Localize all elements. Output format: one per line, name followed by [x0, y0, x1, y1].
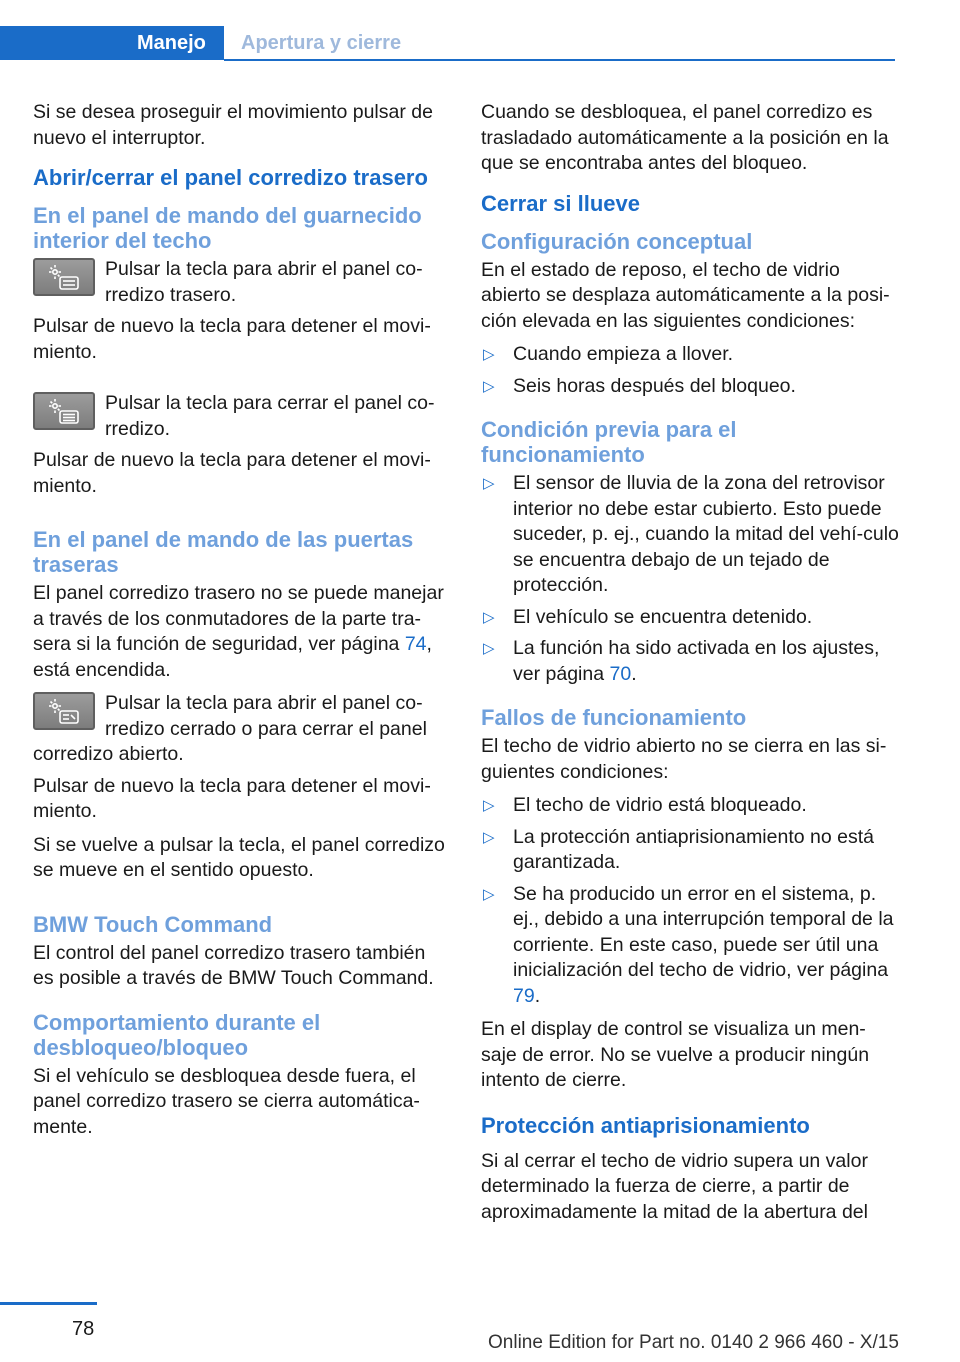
list-item: ▷ El techo de vidrio está bloqueado. [481, 793, 899, 819]
list-item: ▷ La función ha sido activada en los ajustes, ver página 70. [483, 637, 880, 685]
section-heading-rain: Cerrar si llueve [481, 190, 640, 216]
subheading-concept: Configuración conceptual [481, 228, 753, 254]
button-description-open [33, 257, 451, 308]
button-description-text: Pulsar la tecla para abrir el panel co‐rredizo trasero. [105, 258, 423, 306]
bullet-icon: ▷ [483, 608, 495, 626]
list-item: ▷ La protección antiaprisionamiento no está garantizada. [483, 825, 874, 873]
page-link-74[interactable]: 74 [404, 633, 427, 655]
paragraph: En el estado de reposo, el techo de vidrio abierto se desplaza automáticamente a la posi‐ción elevada en las siguientes condiciones: [481, 258, 890, 332]
paragraph: Pulsar de nuevo la tecla para detener el movi‐miento. [33, 449, 431, 497]
button-description-text: Pulsar la tecla para cerrar el panel co‐rredizo. [105, 392, 435, 440]
bullet-icon: ▷ [483, 828, 495, 846]
header-rule [224, 59, 895, 61]
paragraph: Pulsar de nuevo la tecla para detener el movi‐miento. [33, 315, 431, 363]
paragraph: El panel corredizo trasero no se puede manejar a través de los conmutadores de la parte tra‐sera si la función de seguridad, ver página 74, está encendida. [33, 582, 444, 681]
paragraph: Si se desea proseguir el movimiento pulsar de nuevo el interruptor. [33, 101, 433, 149]
right-column [481, 100, 899, 1233]
button-description-toggle [33, 691, 451, 768]
paragraph: En el display de control se visualiza un men‐saje de error. No se vuelve a producir ningún intento de cierre. [481, 1018, 870, 1091]
bullet-icon: ▷ [483, 475, 495, 492]
paragraph: Pulsar de nuevo la tecla para detener el movi‐miento. [33, 774, 431, 822]
left-column [33, 100, 451, 1148]
rear-panel-button-icon [33, 692, 95, 730]
paragraph: El techo de vidrio abierto no se cierra en las si‐guientes condiciones: [481, 735, 887, 783]
subheading-roof-panel: En el panel de mando del guarnecido interior del techo [33, 203, 422, 253]
page-header [0, 26, 895, 60]
list-item: ▷ Seis horas después del bloqueo. [481, 374, 899, 400]
list-item: ▷ El vehículo se encuentra detenido. [481, 605, 899, 631]
button-description-text: Pulsar la tecla para abrir el panel co‐rredizo cerrado o para cerrar el panel corredizo abierto. [33, 692, 427, 765]
paragraph: El control del panel corredizo trasero también es posible a través de BMW Touch Command. [33, 941, 434, 989]
paragraph: Si el vehículo se desbloquea desde fuera, el panel corredizo trasero se cierra automática‐mente. [33, 1064, 420, 1138]
bullet-icon: ▷ [483, 346, 495, 363]
section-label: Apertura y cierre [241, 32, 402, 54]
precondition-list [481, 471, 899, 687]
condition-list [481, 342, 899, 399]
bullet-icon: ▷ [483, 640, 495, 657]
bullet-icon: ▷ [483, 885, 495, 903]
fault-list [481, 793, 899, 1009]
bullet-icon: ▷ [483, 797, 495, 814]
page-link-70[interactable]: 70 [609, 662, 632, 685]
section-heading-protection: Protección antiaprisionamiento [481, 1112, 810, 1138]
paragraph: Si al cerrar el techo de vidrio supera un valor determinado la fuerza de cierre, a partir de aproximadamente la mitad de la abertura del [481, 1149, 868, 1223]
edition-note: Online Edition for Part no. 0140 2 966 460 - X/15 [488, 1332, 899, 1353]
footer-rule [0, 1302, 97, 1305]
section-heading-open-close: Abrir/cerrar el panel corredizo trasero [33, 165, 428, 190]
list-item: ▷ El sensor de lluvia de la zona del retrovisor interior no debe estar cubierto. Esto puede suceder, p. ej., cuando la mitad del vehí‐culo se encuentra debajo de un tejado de protección. [483, 472, 899, 596]
subheading-touch-command: BMW Touch Command [33, 911, 273, 937]
paragraph: Cuando se desbloquea, el panel corredizo es trasladado automáticamente a la posición en la que se encontraba antes del bloqueo. [481, 101, 889, 174]
chapter-tab [0, 26, 224, 60]
subheading-behavior: Comportamiento durante el desbloqueo/bloqueo [33, 1009, 321, 1060]
page-link-79[interactable]: 79 [513, 984, 535, 1007]
subheading-faults: Fallos de funcionamiento [481, 705, 747, 730]
sunroof-close-button-icon [33, 392, 95, 430]
chapter-label: Manejo [137, 32, 206, 54]
sunroof-open-button-icon [33, 258, 95, 296]
subheading-rear-doors: En el panel de mando de las puertas traseras [33, 527, 414, 577]
paragraph: Si se vuelve a pulsar la tecla, el panel corredizo se mueve en el sentido opuesto. [33, 833, 445, 881]
page-number: 78 [72, 1318, 95, 1340]
list-item: ▷ Cuando empieza a llover. [481, 342, 899, 368]
bullet-icon: ▷ [483, 377, 495, 395]
subheading-precondition: Condición previa para el funcionamiento [481, 417, 737, 467]
button-description-close [33, 391, 451, 442]
list-item: ▷ Se ha producido un error en el sistema, p. ej., debido a una interrupción temporal de la corriente. En este caso, puede ser útil una inicialización del techo de vidrio, ver página 79. [483, 882, 894, 1007]
